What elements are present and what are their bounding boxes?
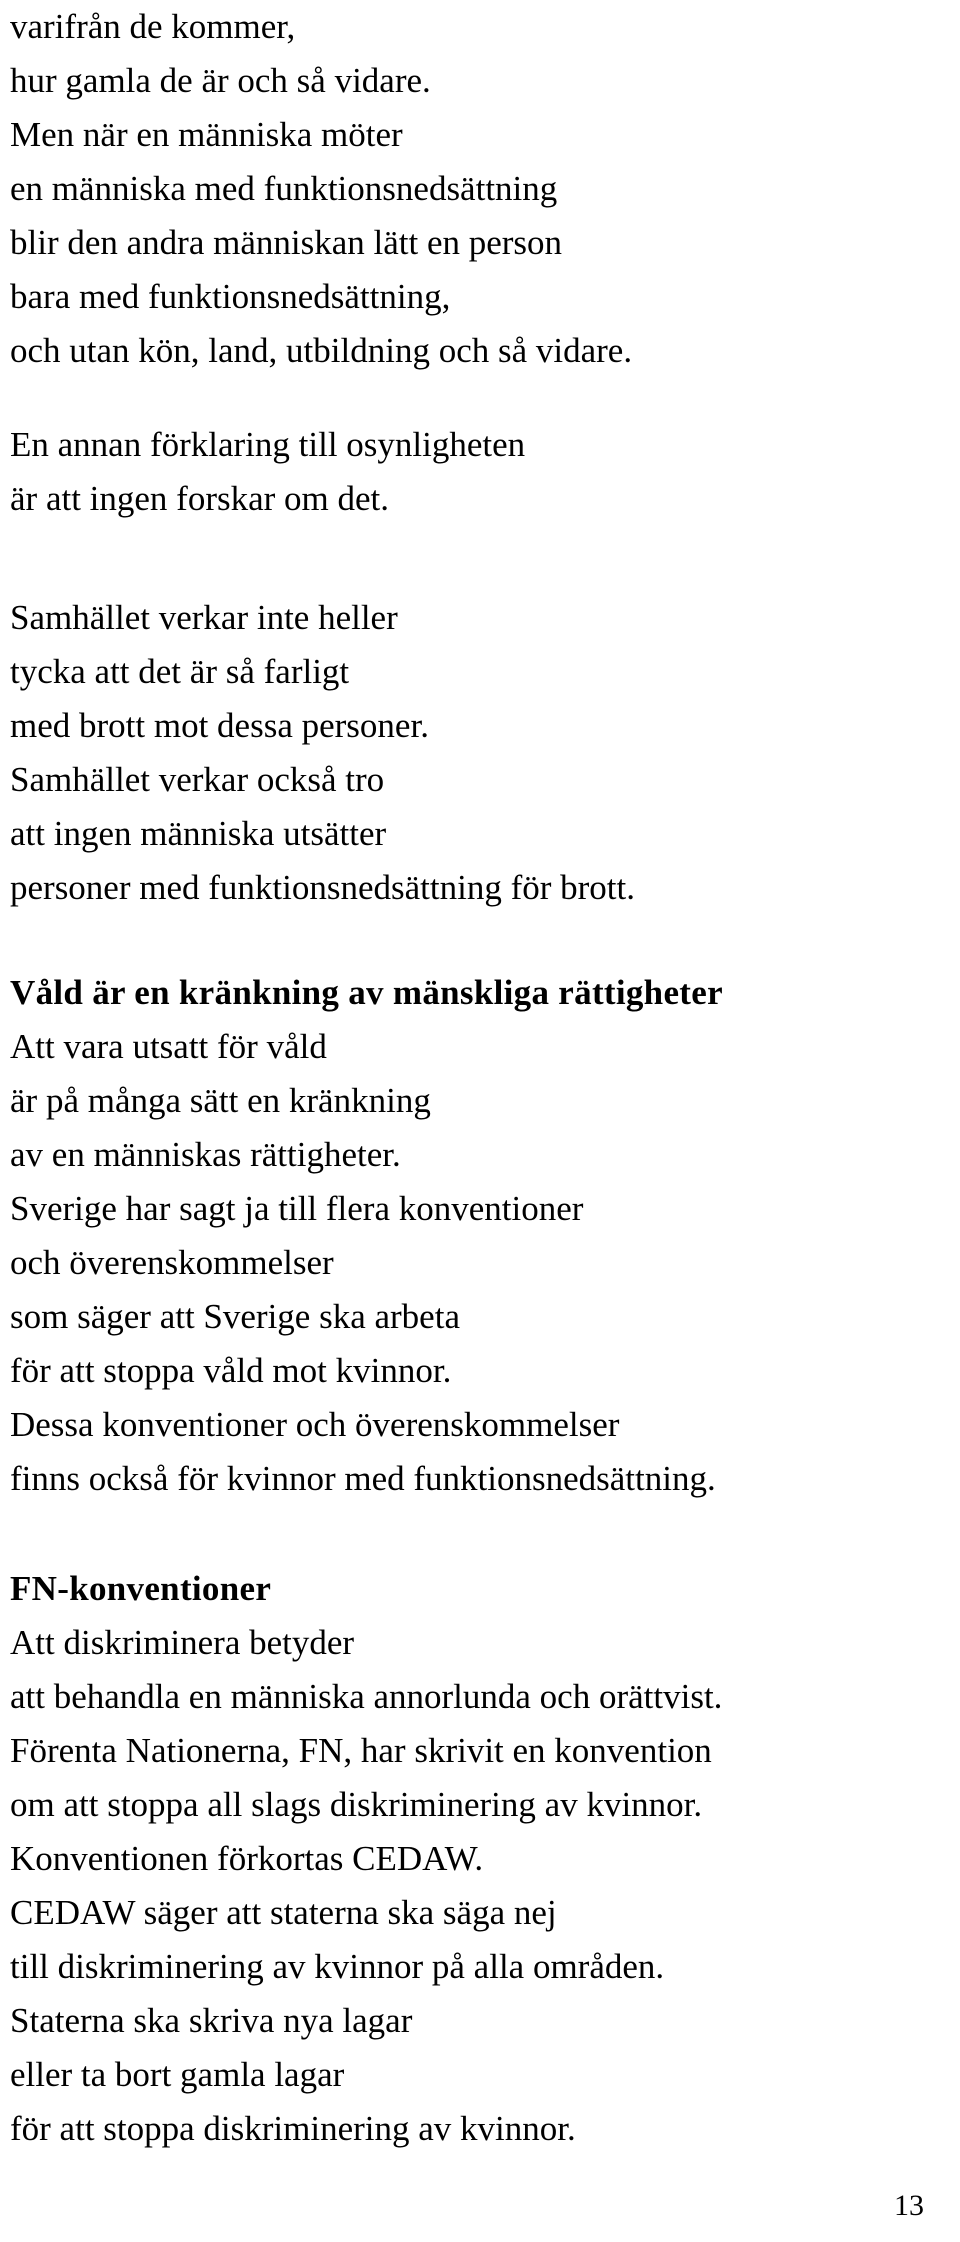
text-line: för att stoppa diskriminering av kvinnor. [10, 2109, 576, 2148]
text-line: varifrån de kommer, [10, 7, 296, 46]
page-number: 13 [894, 2189, 924, 2222]
text-line: om att stoppa all slags diskriminering av kvinnor. [10, 1785, 703, 1824]
text-line: personer med funktionsnedsättning för brott. [10, 868, 636, 907]
text-line: att ingen människa utsätter [10, 814, 387, 853]
text-line: Sverige har sagt ja till flera konventioner [10, 1189, 584, 1228]
section-heading: Våld är en kränkning av mänskliga rättigheter [10, 973, 723, 1012]
text-line: Samhället verkar inte heller [10, 598, 398, 637]
text-line: eller ta bort gamla lagar [10, 2055, 345, 2094]
text-line: bara med funktionsnedsättning, [10, 277, 451, 316]
text-line: att behandla en människa annorlunda och orättvist. [10, 1677, 723, 1716]
text-line: och utan kön, land, utbildning och så vidare. [10, 331, 633, 370]
text-line: finns också för kvinnor med funktionsnedsättning. [10, 1459, 716, 1498]
text-line: Samhället verkar också tro [10, 760, 385, 799]
text-line: en människa med funktionsnedsättning [10, 169, 558, 208]
text-line: Förenta Nationerna, FN, har skrivit en konvention [10, 1731, 712, 1770]
paragraph-research-explanation [10, 418, 525, 526]
text-line: En annan förklaring till osynligheten [10, 425, 526, 464]
text-line: Men när en människa möter [10, 115, 403, 154]
text-line: hur gamla de är och så vidare. [10, 61, 431, 100]
text-line: Dessa konventioner och överenskommelser [10, 1405, 620, 1444]
text-line: blir den andra människan lätt en person [10, 223, 563, 262]
text-line: tycka att det är så farligt [10, 652, 350, 691]
section-un-conventions [10, 1562, 722, 2156]
text-line: CEDAW säger att staterna ska säga nej [10, 1893, 557, 1932]
text-line: och överenskommelser [10, 1243, 334, 1282]
text-line: för att stoppa våld mot kvinnor. [10, 1351, 452, 1390]
text-line: är på många sätt en kränkning [10, 1081, 431, 1120]
text-line: med brott mot dessa personer. [10, 706, 429, 745]
paragraph-invisibility-intro [10, 0, 632, 378]
text-line: är att ingen forskar om det. [10, 479, 390, 518]
text-line: som säger att Sverige ska arbeta [10, 1297, 460, 1336]
section-human-rights [10, 966, 723, 1506]
text-line: Staterna ska skriva nya lagar [10, 2001, 413, 2040]
text-line: Att vara utsatt för våld [10, 1027, 327, 1066]
text-line: Att diskriminera betyder [10, 1623, 355, 1662]
section-heading: FN-konventioner [10, 1569, 272, 1608]
text-line: av en människas rättigheter. [10, 1135, 401, 1174]
text-line: till diskriminering av kvinnor på alla områden. [10, 1947, 665, 1986]
paragraph-society-view [10, 591, 635, 915]
text-line: Konventionen förkortas CEDAW. [10, 1839, 484, 1878]
